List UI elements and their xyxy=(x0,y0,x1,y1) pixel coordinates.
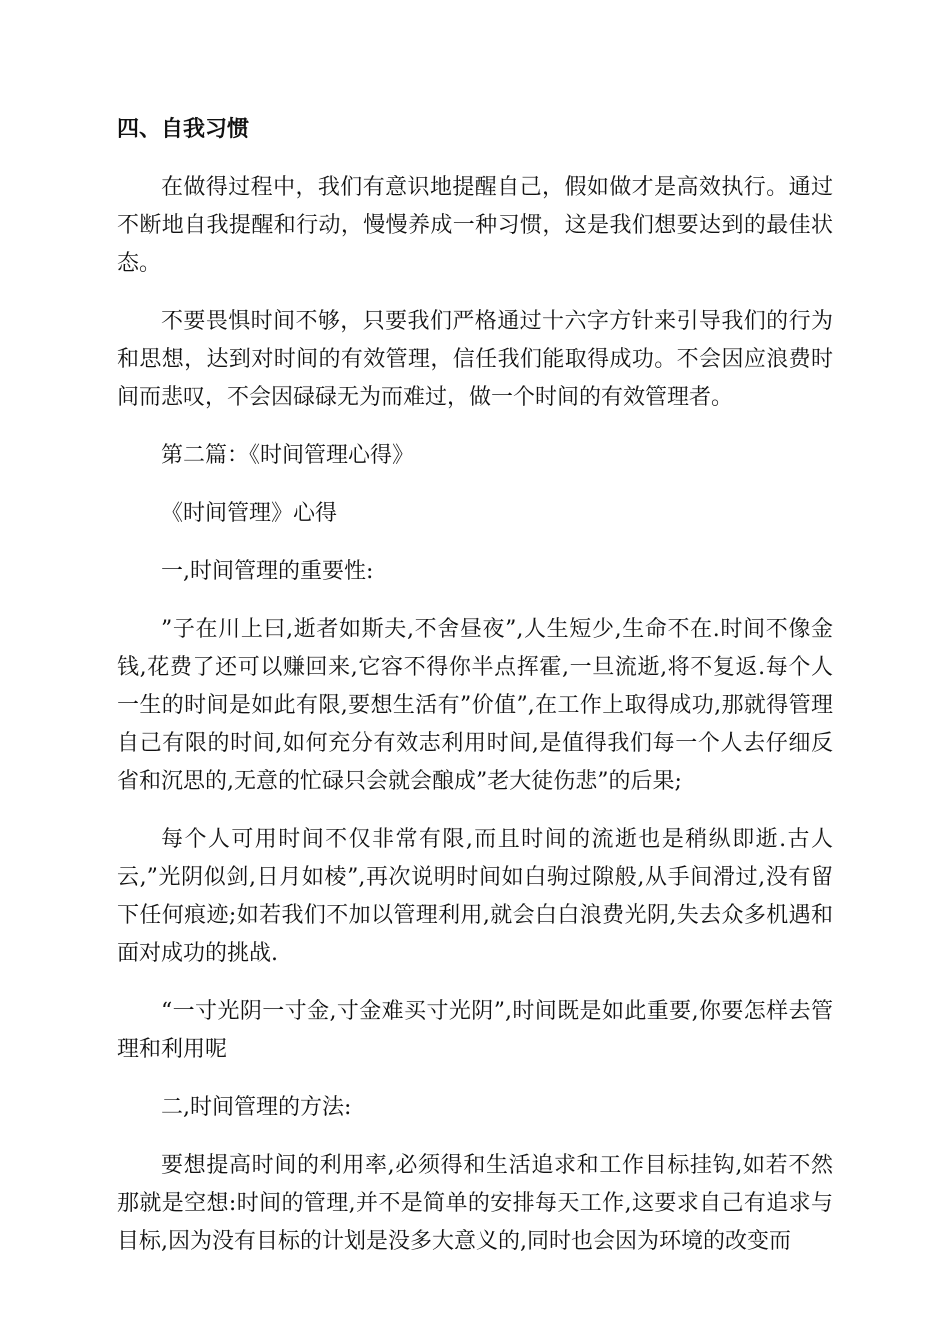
chapter-title: 第二篇：《时间管理心得》 xyxy=(161,443,415,468)
paragraph-1: 在做得过程中，我们有意识地提醒自己，假如做才是高效执行。通过不断地自我提醒和行动，慢慢养成一种习惯，这是我们想要达到的最佳状态。 xyxy=(117,175,833,276)
section-heading: 四、自我习惯 xyxy=(117,117,250,142)
paragraph-3: ”子在川上曰,逝者如斯夫,不舍昼夜”,人生短少,生命不在.时间不像金钱,花费了还可以赚回来,它容不得你半点挥霍,一旦流逝,将不复返.每个人一生的时间是如此有限,要想生活有”价值”,在工作上取得成功,那就得管理自己有限的时间,如何充分有效志利用时间,是值得我们每一个人去仔细反省和沉思的,无意的忙碌只会就会酿成”老大徒伤悲”的后果; xyxy=(117,617,833,794)
paragraph-4: 每个人可用时间不仅非常有限,而且时间的流逝也是稍纵即逝.古人云,”光阴似剑,日月如棱”,再次说明时间如白驹过隙般,从手间滑过,没有留下任何痕迹;如若我们不加以管理利用,就会白白浪费光阴,失去众多机遇和面对成功的挑战. xyxy=(117,827,833,966)
paragraph-2: 不要畏惧时间不够，只要我们严格通过十六字方针来引导我们的行为和思想，达到对时间的有效管理，信任我们能取得成功。不会因应浪费时间而悲叹，不会因碌碌无为而难过，做一个时间的有效管理者。 xyxy=(117,309,833,410)
paragraph-5: “一寸光阴一寸金,寸金难买寸光阴”,时间既是如此重要,你要怎样去管理和利用呢 xyxy=(117,999,833,1062)
document-body xyxy=(117,111,833,1281)
subheading-methods: 二,时间管理的方法: xyxy=(161,1095,352,1120)
paragraph-6: 要想提高时间的利用率,必须得和生活追求和工作目标挂钩,如若不然那就是空想:时间的管理,并不是简单的安排每天工作,这要求自己有追求与目标,因为没有目标的计划是没多大意义的,同时也会因为环境的改变而 xyxy=(117,1153,833,1254)
article-title: 《时间管理》心得 xyxy=(161,501,338,526)
subheading-importance: 一,时间管理的重要性: xyxy=(161,559,374,584)
